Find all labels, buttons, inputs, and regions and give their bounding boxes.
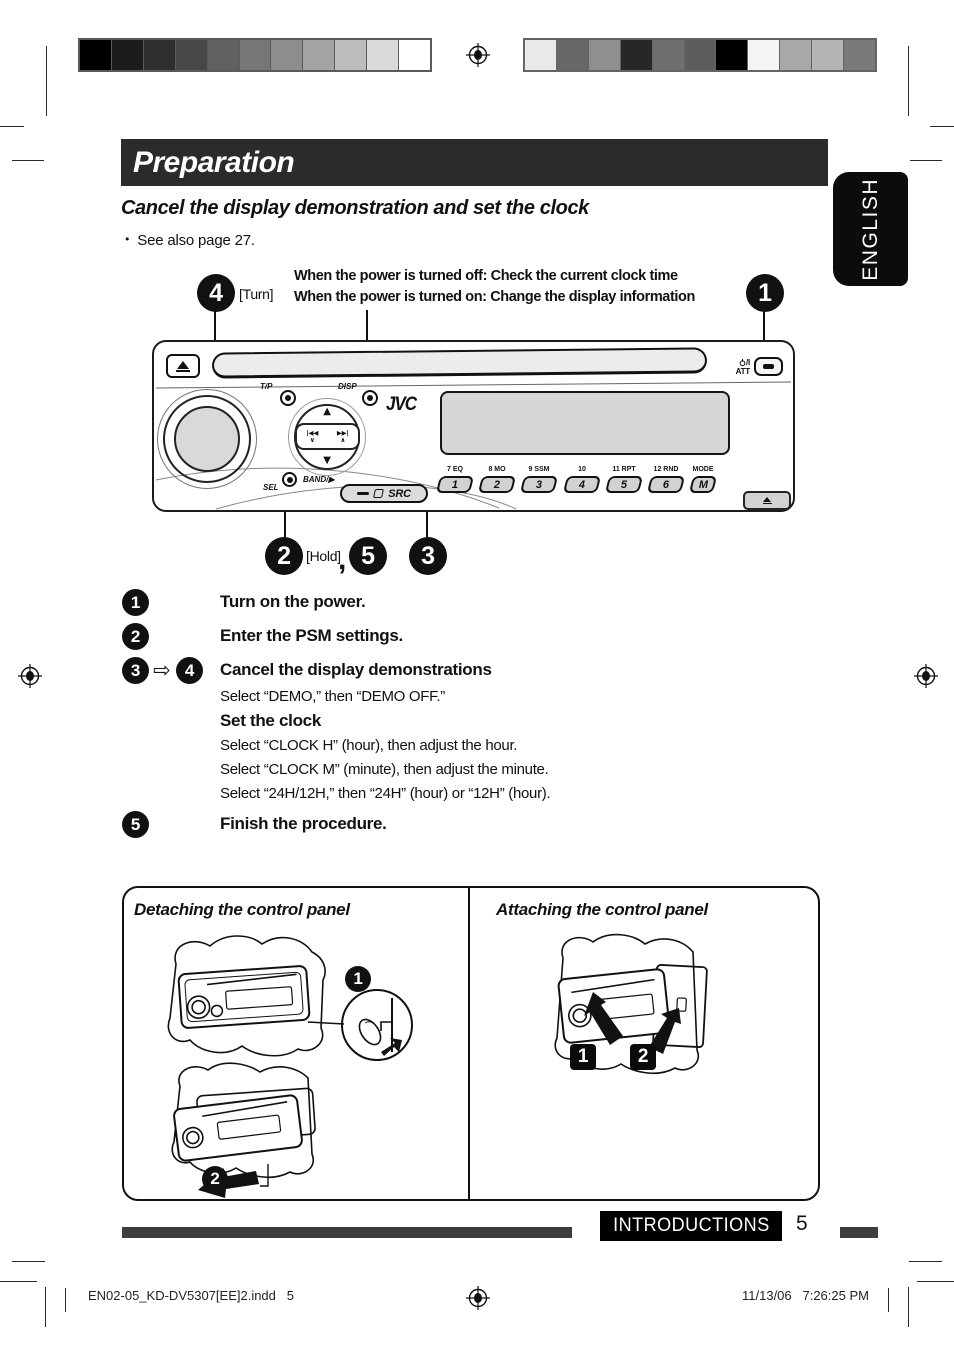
calibration-bar-right (523, 38, 877, 72)
crop-mark (910, 160, 942, 161)
preset-button-3: 3 (520, 476, 558, 493)
calibration-bar-left (78, 38, 432, 72)
power-note-line1: When the power is turned off: Check the current clock time (294, 268, 678, 284)
callout-5-badge: 5 (349, 537, 387, 575)
src-button (340, 484, 428, 503)
src-label: SRC (388, 487, 411, 500)
preset-button-6: 6 (647, 476, 685, 493)
crop-mark (908, 1287, 909, 1327)
set-clock-sub2: Select “CLOCK M” (minute), then adjust the minute. (220, 761, 549, 778)
eject-icon (177, 361, 189, 369)
see-also-note (124, 232, 255, 249)
pad-up-arrow: ▲ (323, 406, 331, 417)
section-title: Cancel the display demonstration and set the clock (121, 197, 589, 219)
calibration-swatch (525, 40, 556, 70)
crop-mark (45, 1287, 46, 1327)
set-clock-sub1: Select “CLOCK H” (hour), then adjust the hour. (220, 737, 518, 754)
crop-mark (917, 1281, 954, 1282)
panel-release-button (743, 491, 791, 510)
calibration-swatch (557, 40, 588, 70)
calibration-swatch (621, 40, 652, 70)
calibration-swatch (748, 40, 779, 70)
preset-6: 12 RND 6 (644, 466, 688, 493)
panel-icon (373, 489, 384, 498)
calibration-swatch (240, 40, 271, 70)
skip-buttons-overlay (295, 423, 360, 450)
calibration-swatch (335, 40, 366, 70)
callout-2-badge: 2 (265, 537, 303, 575)
calibration-swatch (780, 40, 811, 70)
detach-title: Detaching the control panel (134, 900, 350, 919)
detach-step-2-badge: 2 (202, 1166, 228, 1192)
power-button-label (714, 358, 750, 376)
step-5-badge: 5 (122, 811, 149, 838)
step-3-badge: 3 (122, 657, 149, 684)
preset-4: 10 4 (560, 466, 604, 493)
step-2-title: Enter the PSM settings. (220, 626, 403, 645)
power-standby-row: /I (714, 358, 750, 367)
car-stereo-illustration (152, 340, 795, 512)
crop-mark (908, 46, 909, 116)
footer-section-box (600, 1211, 782, 1241)
calibration-swatch (303, 40, 334, 70)
pad-down-arrow: ▼ (323, 455, 331, 466)
calibration-swatch (685, 40, 716, 70)
tp-button (280, 390, 296, 406)
preset-m: MODE M (681, 466, 725, 493)
calibration-swatch (80, 40, 111, 70)
set-clock-title: Set the clock (220, 711, 321, 730)
registration-mark-icon (914, 664, 938, 688)
callout-1-badge: 1 (746, 274, 784, 312)
power-note-line2: When the power is turned on: Change the display information (294, 289, 695, 305)
calibration-swatch (271, 40, 302, 70)
calibration-swatch (144, 40, 175, 70)
step-1-badge: 1 (122, 589, 149, 616)
section-header-bar (121, 139, 828, 186)
footer-rule-left (122, 1227, 572, 1238)
sel-button (282, 472, 297, 487)
calibration-swatch (208, 40, 239, 70)
crop-mark (12, 160, 44, 161)
detach-illustration (140, 928, 470, 1198)
crop-mark (930, 126, 954, 127)
step-4-badge: 4 (176, 657, 203, 684)
preset-button-5: 5 (605, 476, 643, 493)
bullet-icon: • (124, 233, 131, 246)
step-34-title: Cancel the display demonstrations (220, 660, 492, 679)
crop-mark (0, 126, 24, 127)
comma-separator: , (338, 543, 347, 576)
step-2-badge: 2 (122, 623, 149, 650)
calibration-swatch (589, 40, 620, 70)
crop-mark (0, 1281, 37, 1282)
power-standby-icon (739, 359, 746, 366)
turn-hint: [Turn] (239, 286, 274, 302)
prev-button: |◀◀ ∨ (306, 428, 319, 444)
tp-label: T/P (260, 382, 273, 391)
sel-label: SEL (263, 483, 279, 492)
language-tab-label: ENGLISH (858, 177, 882, 281)
band-label: BAND/▶ (303, 475, 335, 484)
print-file-info: EN02-05_KD-DV5307[EE]2.indd 5 (88, 1288, 294, 1303)
disc-slot (212, 347, 707, 378)
preset-2: 8 MO 2 (475, 466, 519, 493)
calibration-swatch (112, 40, 143, 70)
page-number: 5 (796, 1212, 808, 1235)
disp-label: DISP (338, 382, 357, 391)
preset-5: 11 RPT 5 (602, 466, 646, 493)
step-5-title: Finish the procedure. (220, 814, 387, 833)
att-label: ATT (735, 367, 750, 376)
next-button: ▶▶| ∧ (336, 428, 349, 444)
preset-button-1: 1 (436, 476, 474, 493)
attach-step-2-badge: 2 (630, 1044, 656, 1070)
step-1-title: Turn on the power. (220, 592, 366, 611)
crop-mark (65, 1288, 66, 1312)
callout-4-badge: 4 (197, 274, 235, 312)
calibration-swatch (176, 40, 207, 70)
preset-button-2: 2 (478, 476, 516, 493)
preset-button-4: 4 (563, 476, 601, 493)
crop-mark (888, 1288, 889, 1312)
control-dial-cap (174, 406, 240, 472)
print-timestamp: 11/13/06 7:26:25 PM (742, 1288, 869, 1303)
attach-title: Attaching the control panel (496, 900, 708, 919)
display-window (440, 391, 730, 455)
registration-mark-icon (466, 43, 490, 67)
registration-mark-icon (18, 664, 42, 688)
registration-mark-icon (466, 1286, 490, 1310)
calibration-swatch (812, 40, 843, 70)
calibration-swatch (367, 40, 398, 70)
calibration-swatch (653, 40, 684, 70)
crop-mark (46, 46, 47, 116)
crop-mark (909, 1261, 942, 1262)
panel-release-icon (763, 497, 771, 502)
attenuate-dash-icon (357, 492, 369, 495)
mode-button: M (689, 476, 717, 493)
calibration-swatch (399, 40, 430, 70)
footer-rule-right (840, 1227, 878, 1238)
footer-section-label: INTRODUCTIONS (612, 1215, 770, 1236)
crop-mark (12, 1261, 45, 1262)
calibration-swatch (844, 40, 875, 70)
detach-step-1-badge: 1 (345, 966, 371, 992)
preset-1: 7 EQ 1 (433, 466, 477, 493)
step-34-sub1: Select “DEMO,” then “DEMO OFF.” (220, 688, 445, 705)
see-also-note-text: See also page 27. (137, 232, 255, 249)
power-button (754, 357, 783, 376)
hold-hint: [Hold] (306, 548, 341, 564)
jvc-logo: JVC (386, 392, 417, 415)
callout-3-badge: 3 (409, 537, 447, 575)
calibration-swatch (716, 40, 747, 70)
language-tab (833, 172, 908, 286)
eject-button (166, 354, 200, 378)
attach-step-1-badge: 1 (570, 1044, 596, 1070)
preset-3: 9 SSM 3 (517, 466, 561, 493)
step-arrow-icon: ⇨ (153, 658, 171, 682)
set-clock-sub3: Select “24H/12H,” then “24H” (hour) or “12H” (hour). (220, 785, 551, 802)
power-note (294, 266, 695, 308)
page-title: Preparation (133, 145, 295, 179)
disp-button (362, 390, 378, 406)
